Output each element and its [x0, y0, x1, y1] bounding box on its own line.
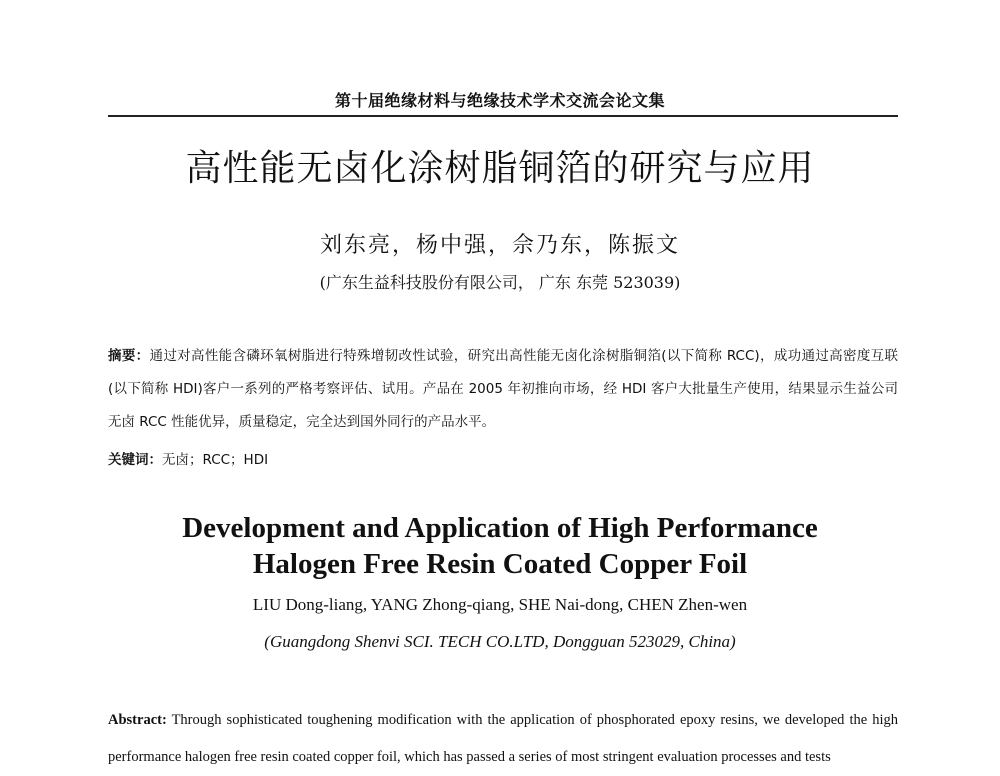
chinese-keywords	[108, 448, 898, 468]
english-abstract-label: Abstract:	[108, 712, 167, 728]
english-authors: LIU Dong-liang, YANG Zhong-qiang, SHE Nai-dong, CHEN Zhen-wen	[252, 595, 748, 614]
header-rule	[108, 115, 898, 117]
english-title-line-2: Halogen Free Resin Coated Copper Foil	[252, 548, 748, 580]
chinese-affiliation: (广东生益科技股份有限公司， 广东 东莞 523039)	[319, 273, 681, 292]
chinese-authors: 刘东亮，杨中强，佘乃东，陈振文	[319, 233, 680, 258]
running-header: 第十届绝缘材料与绝缘技术学术交流会论文集	[334, 91, 665, 110]
chinese-keywords-label: 关键词：	[108, 452, 162, 468]
chinese-keywords-text: 无卤；RCC；HDI	[162, 452, 269, 468]
english-abstract-text: Through sophisticated toughening modification with the application of phosphorated epoxy resins, we developed the high performance halogen free resin coated copper foil, which has passed a series of most stringent evaluation processes and tests	[108, 712, 898, 765]
chinese-title: 高性能无卤化涂树脂铜箔的研究与应用	[185, 148, 815, 189]
chinese-abstract	[108, 340, 898, 439]
english-abstract	[108, 702, 898, 776]
chinese-abstract-label: 摘要：	[108, 348, 150, 364]
chinese-abstract-text: 通过对高性能含磷环氧树脂进行特殊增韧改性试验，研究出高性能无卤化涂树脂铜箔(以下简称 RCC)，成功通过高密度互联(以下简称 HDI)客户一系列的严格考察评估、试用。产品在 2005 年初推向市场，经 HDI 客户大批量生产使用，结果显示生益公司无卤 RCC 性能优异，质量稳定，完全达到国外同行的产品水平。	[108, 348, 898, 430]
english-title	[0, 510, 1000, 582]
english-title-line-1: Development and Application of High Performance	[182, 512, 818, 544]
english-affiliation: (Guangdong Shenvi SCI. TECH CO.LTD, Dongguan 523029, China)	[264, 632, 736, 651]
